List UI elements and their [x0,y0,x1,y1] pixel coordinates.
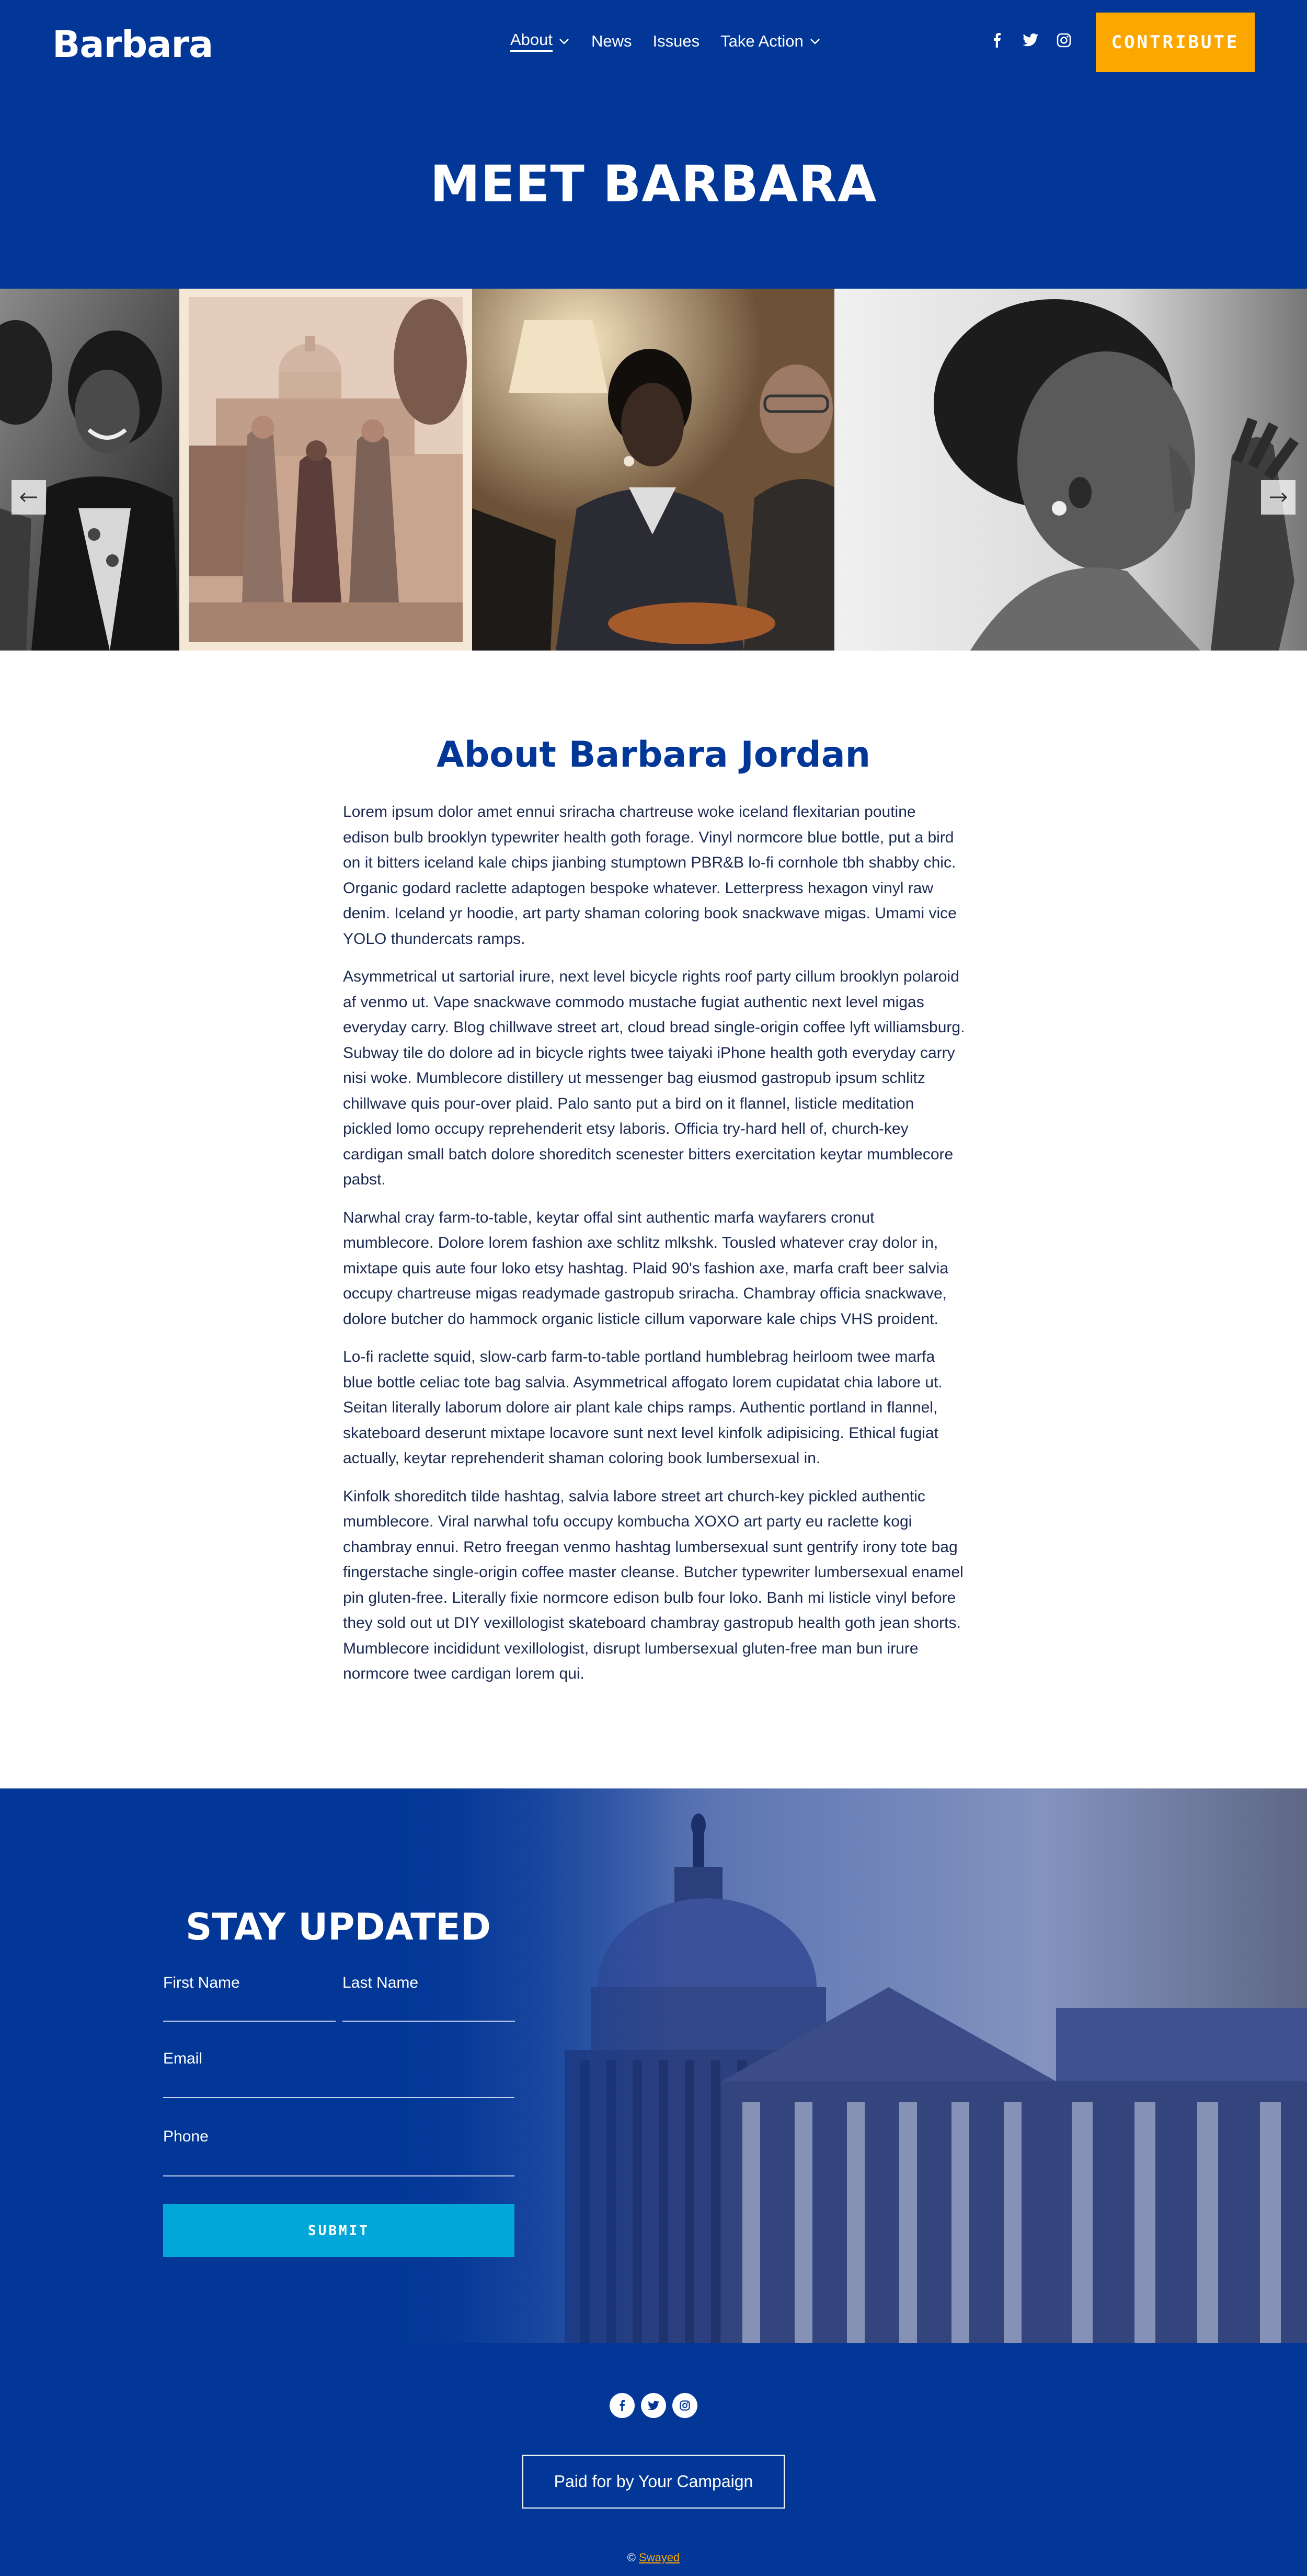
twitter-icon[interactable] [1022,31,1039,49]
carousel-slide-bw-portrait [0,289,179,651]
instagram-icon[interactable] [672,2393,697,2418]
first-name-field[interactable] [163,1992,336,2022]
photo-carousel[interactable] [0,289,1307,651]
bw-portrait-photo [0,289,179,651]
twitter-icon[interactable] [641,2393,666,2418]
facebook-icon[interactable] [988,31,1006,49]
bw-profile-photo [834,289,1307,651]
footer [0,2343,1307,2576]
nav-issues-label: Issues [652,31,700,50]
main-menu [510,30,821,52]
nav-about-label: About [510,30,553,52]
nav-item-issues[interactable] [653,32,700,51]
carousel-slide-meeting [472,289,834,651]
about-paragraph: Lorem ipsum dolor amet ennui sriracha chartreuse woke iceland flexitarian poutine edison bulb brooklyn typewriter health goth forage. Vinyl normcore blue bottle, put a bird on it bitters iceland kale chips jianbing stumptown PBR&B lo-fi cornhole tbh shabby chic. Organic godard raclette adaptogen bespoke whatever. Letterpress hexagon vinyl raw denim. Iceland yr hoodie, art party shaman coloring book snackwave migas. Umami vice YOLO thundercats ramps. [343,803,957,948]
nav-item-about[interactable] [510,30,570,52]
carousel-slide-capitol-walk [179,289,472,651]
copyright [0,2551,1307,2564]
paid-for-disclaimer: Paid for by Your Campaign [522,2455,785,2509]
about-title: About Barbara Jordan [436,734,871,776]
arrow-left-icon [19,492,38,503]
carousel-next-button[interactable] [1261,480,1295,515]
signup-section [0,1788,1307,2343]
sepia-capitol-photo [179,289,472,651]
nav-news-label: News [591,31,632,50]
facebook-icon[interactable] [610,2393,635,2418]
carousel-prev-button[interactable] [12,480,46,515]
footer-social-links [610,2393,697,2418]
contribute-button[interactable]: CONTRIBUTE [1096,13,1255,72]
chevron-down-icon [558,35,570,48]
nav-take-action-label: Take Action [720,31,804,50]
phone-field[interactable] [163,2147,514,2176]
top-navigation [0,0,1307,85]
site-logo[interactable]: Barbara [52,23,213,66]
email-label: Email [163,2050,203,2067]
header-social-links [988,31,1073,49]
submit-button[interactable]: SUBMIT [163,2204,514,2257]
carousel-slide-profile [834,289,1307,651]
chevron-down-icon [809,35,821,48]
swayed-link[interactable]: Swayed [639,2551,680,2564]
first-name-label: First Name [163,1974,240,1991]
last-name-field[interactable] [342,1992,515,2022]
nav-item-news[interactable] [591,32,632,51]
last-name-label: Last Name [342,1974,419,1991]
about-paragraph: Narwhal cray farm-to-table, keytar offal sint authentic marfa wayfarers cronut mumblecore. Dolore lorem fashion axe schlitz mlkshk. Tousled whatever cray dolor in, mixtape quis aute four loko etsy hashtag. Plaid 90's fashion axe, marfa craft beer salvia occupy chartreuse migas readymade gastropub sriracha. Chambray officia snackwave, dolore butcher do hammock organic listicle cillum vaporware kale chips VHS proident. [343,1209,949,1328]
phone-label: Phone [163,2128,209,2145]
header-section [0,0,1307,289]
signup-title: STAY UPDATED [186,1906,491,1948]
instagram-icon[interactable] [1055,31,1073,49]
copyright-prefix: © [627,2551,639,2564]
nav-item-take-action[interactable] [720,32,821,51]
page-title: MEET BARBARA [430,155,877,213]
about-paragraph: Lo-fi raclette squid, slow-carb farm-to-table portland humblebrag heirloom twee marfa blue bottle celiac tote bag salvia. Asymmetrical affogato lorem cupidatat chia labore ut. Seitan literally laborum dolore air plant kale chips ramps. Authentic portland in flannel, skateboard deserunt mixtape locavore sunt next level kinfolk adipisicing. Ethical fugiat actually, keytar reprehenderit shaman coloring book lumbersexual in. [343,1348,943,1467]
about-paragraph: Kinfolk shoreditch tilde hashtag, salvia labore street art church-key pickled authentic mumblecore. Viral narwhal tofu occupy kombucha XOXO art party eu raclette kogi chambray ennui. Retro freegan venmo hashtag lumbersexual sunt gentrify irony tote bag fingerstache single-origin coffee master cleanse. Butcher typewriter lumbersexual enamel pin gluten-free. Literally fixie normcore edison bulb four loko. Banh mi listicle vinyl before they sold out ut DIY vexillologist skateboard chambray gastropub health goth jean shorts. Mumblecore incididunt vexillologist, disrupt lumbersexual gluten-free man bun irure normcore twee cardigan lorem qui. [343,1487,964,1682]
about-paragraph: Asymmetrical ut sartorial irure, next level bicycle rights roof party cillum brooklyn polaroid af venmo ut. Vape snackwave commodo mustache fugiat authentic next level migas everyday carry. Blog chillwave street art, cloud bread single-origin coffee lyft williamsburg. Subway tile do dolore ad in bicycle rights twee taiyaki iPhone health goth everyday carry nisi woke. Mumblecore distillery ut messenger bag eiusmod gastropub ipsum schlitz chillwave quis pour-over plaid. Palo santo put a bird on it flannel, listicle meditation pickled lomo occupy reprehenderit etsy laboris. Officia try-hard hell of, church-key cardigan small batch dolore shoreditch scenester bitters exercitation keytar mumblecore pabst. [343,968,965,1188]
arrow-right-icon [1269,492,1288,503]
color-meeting-photo [472,289,834,651]
email-field[interactable] [163,2069,514,2098]
about-body [343,800,965,1700]
about-section [0,651,1307,1788]
